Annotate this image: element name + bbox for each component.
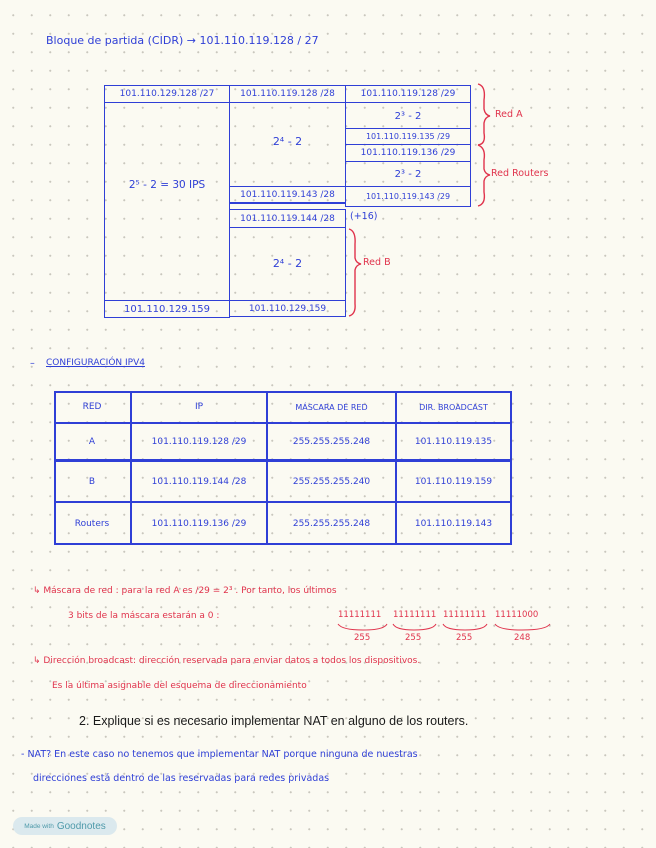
badge-small-text: Made with: [24, 822, 54, 830]
config-cell-ip-routers: 101.110.119.136 /29: [151, 518, 247, 529]
config-cell-ip-b: 101.110.119.144 /28: [151, 476, 247, 487]
broadcast-note-line1: ↳ Dirección broadcast: dirección reservada para enviar datos a todos los dispositivos.: [33, 656, 421, 666]
r2-label: 2³ - 2: [394, 110, 422, 122]
goodnotes-badge: [13, 817, 117, 835]
bits-octet-4: 11111000: [495, 610, 539, 620]
left-mid-label: 2⁵ - 2 = 30 IPS: [128, 179, 206, 191]
config-cell-bcast-b: 101.110.119.159: [414, 476, 493, 487]
config-header-broadcast: DIR. BROADCAST: [419, 402, 488, 412]
broadcast-note-line2: Es la última asignable del esquema de direccionamiento: [52, 681, 307, 691]
bits-octet-3: 11111111: [443, 610, 487, 620]
config-header-ip: IP: [194, 402, 204, 412]
label-red-b: Red B: [363, 257, 391, 268]
r3-label: 101.110.119.135 /29: [365, 132, 451, 141]
question-text: 2. Explique si es necesario implementar NAT en alguno de los routers.: [79, 714, 469, 728]
b-hosts-label: 2⁴ - 2: [272, 256, 303, 270]
r1-label: 101.110.119.128 /29: [360, 89, 456, 99]
left-bottom-label: 101.110.129.159: [124, 303, 210, 315]
r4-label: 101.110.119.136 /29: [360, 148, 456, 158]
config-cell-mask-a: 255.255.255.248: [292, 436, 371, 447]
config-title-dash: –: [30, 358, 35, 369]
r6-label: 101.110.119.143 /29: [365, 192, 451, 201]
config-title: CONFIGURACIÓN IPV4: [46, 358, 145, 368]
left-top-label: 101.110.129.128 /27: [119, 89, 215, 99]
config-cell-bcast-a: 101.110.119.135: [414, 436, 493, 447]
answer-line1: - NAT? En este caso no tenemos que implementar NAT porque ninguna de nuestras: [21, 749, 418, 760]
config-cell-red-b: B: [88, 476, 96, 487]
config-cell-mask-b: 255.255.255.240: [292, 476, 371, 487]
mid-hosts-label: 2⁴ - 2: [272, 134, 303, 148]
bit-value-3: 255: [456, 633, 473, 643]
config-cell-bcast-routers: 101.110.119.143: [414, 518, 493, 529]
bit-value-4: 248: [514, 633, 531, 643]
label-red-a: Red A: [495, 109, 523, 120]
side-note: (+16): [350, 211, 378, 222]
mid-low-label: 101.110.119.143 /28: [240, 190, 335, 200]
b-bottom-label: 101.110.129.159: [248, 303, 327, 314]
answer-line2: direcciones está dentro de las reservadas para redes privadas: [33, 773, 330, 784]
mask-note-line2: 3 bits de la máscara estarán a 0 :: [68, 611, 220, 621]
bits-octet-1: 11111111: [338, 610, 382, 620]
r5-label: 2³ - 2: [394, 168, 422, 180]
config-cell-mask-routers: 255.255.255.248: [292, 518, 371, 529]
bits-octet-2: 11111111: [393, 610, 437, 620]
bit-value-2: 255: [405, 633, 422, 643]
b-top-label: 101.110.119.144 /28: [240, 213, 335, 224]
config-cell-red-a: A: [88, 436, 96, 447]
badge-brand-text: Goodnotes: [56, 820, 106, 832]
mask-note-line1: ↳ Máscara de red : para la red A es /29 = 2³ . Por tanto, los últimos: [33, 586, 337, 596]
config-header-mask: MÁSCARA DE RED: [295, 402, 368, 412]
bit-value-1: 255: [354, 633, 371, 643]
label-red-routers: Red Routers: [491, 168, 549, 179]
config-cell-red-routers: Routers: [74, 518, 110, 529]
config-header-red: RED: [82, 402, 102, 412]
mid-top-label: 101.110.119.128 /28: [240, 89, 335, 99]
header-text: Bloque de partida (CIDR) → 101.110.119.128 / 27: [46, 34, 319, 47]
config-cell-ip-a: 101.110.119.128 /29: [151, 436, 247, 447]
